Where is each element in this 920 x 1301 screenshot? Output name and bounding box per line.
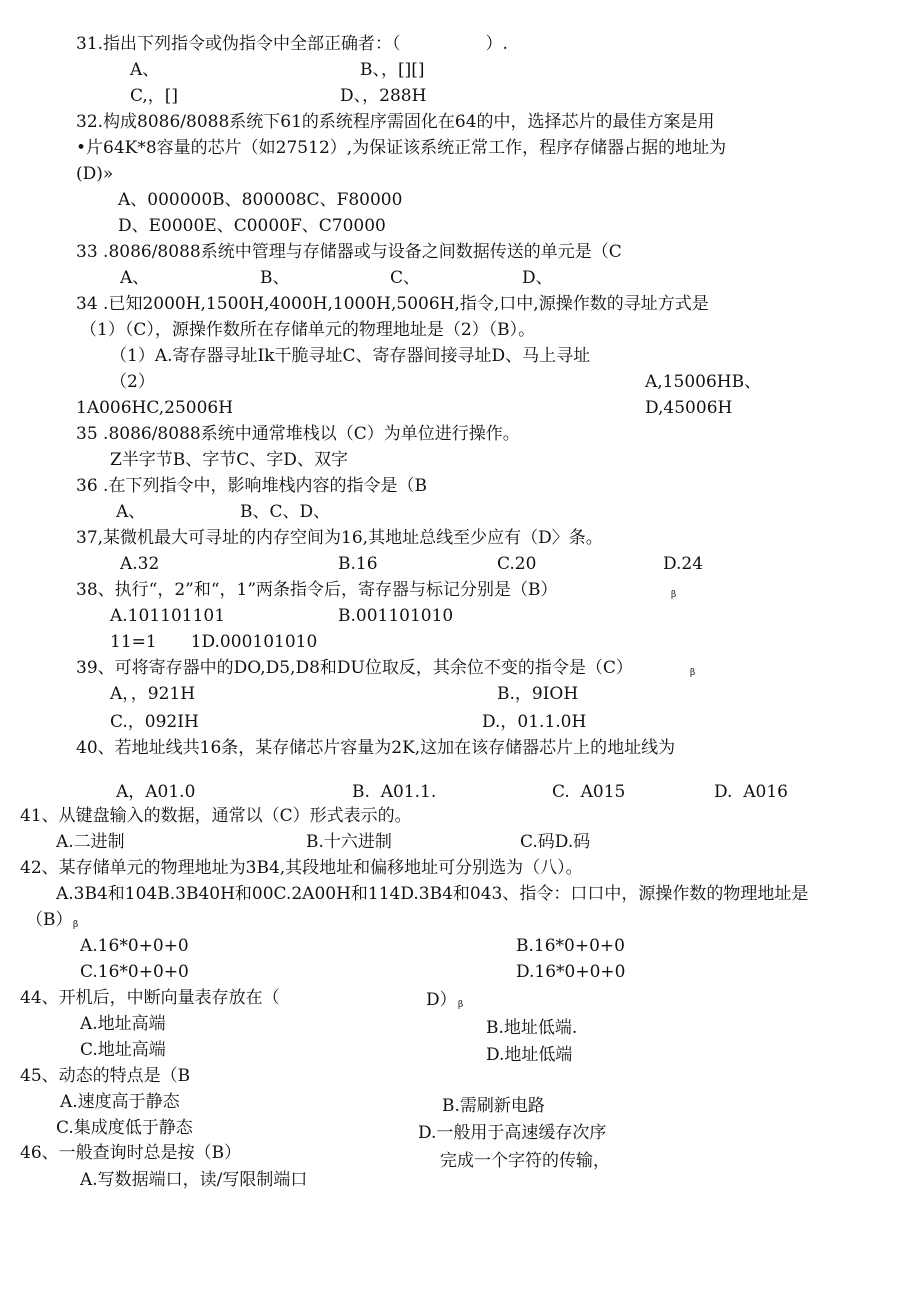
text-line: D,45006H (645, 398, 733, 418)
text-line: D.16*0+0+0 (516, 962, 626, 982)
text-line: B.，9IOH (497, 684, 579, 704)
text-line: 46、一般查询时总是按（B） (20, 1143, 242, 1163)
text-line: C,，[] (130, 86, 179, 106)
text-line: A.写数据端口，读/写限制端口 (80, 1170, 308, 1190)
text-line: A.速度高于静态 (60, 1092, 180, 1112)
text-line: C.地址高端 (80, 1040, 166, 1060)
text-line: D.，01.1.0H (482, 712, 587, 732)
text-line: •片64K*8容量的芯片（如27512）,为保证该系统正常工作，程序存储器占据的地址为 (76, 138, 727, 158)
text-line: A.16*0+0+0 (80, 936, 189, 956)
text-line: Z半字节B、字节C、字D、双字 (110, 450, 348, 470)
text-line: C.，092IH (110, 712, 199, 732)
text-line: D.24 (663, 554, 704, 574)
text-line: 32.构成8086/8088系统下61的系统程序需固化在64的中，选择芯片的最佳方案是用 (76, 112, 715, 132)
text-line: B、，[][] (360, 60, 425, 80)
text-line: A,15006HB、 (645, 372, 762, 392)
text-line: B.001101010 (338, 606, 454, 626)
subscript-mark: β (458, 1000, 464, 1010)
text-line: 完成一个字符的传输， (440, 1151, 610, 1171)
text-line: D、，288H (340, 86, 427, 106)
text-line: D.地址低端 (486, 1045, 573, 1065)
text-line: B.十六进制 (306, 832, 392, 852)
text-line: B.地址低端. (486, 1018, 578, 1038)
subscript-mark: β (671, 590, 677, 600)
text-line: C.码D.码 (520, 832, 591, 852)
text-line: 34 .已知2000H,1500H,4000H,1000H,5006H,指令,口中,源操作数的寻址方式是 (76, 294, 709, 314)
text-line: D.一般用于高速缓存次序 (418, 1123, 607, 1143)
text-line: A、 (130, 60, 160, 80)
subscript-mark: β (690, 668, 696, 678)
text-line: (D)» (76, 164, 114, 184)
text-line: A.101101101 (110, 606, 226, 626)
text-line: C. A015 (552, 782, 626, 802)
text-line: C.16*0+0+0 (80, 962, 189, 982)
text-line: B.需刷新电路 (442, 1096, 545, 1116)
text-line: A、 (120, 268, 150, 288)
text-line: D） (426, 990, 457, 1010)
text-line: C、 (390, 268, 421, 288)
text-line: 38、执行“，2”和“，1”两条指令后，寄存器与标记分别是（B） (76, 580, 558, 600)
text-line: A.二进制 (56, 832, 125, 852)
text-line: 35 .8086/8088系统中通常堆栈以（C）为单位进行操作。 (76, 424, 520, 444)
text-line: B.16 (338, 554, 378, 574)
text-line: A.3B4和104B.3B40H和00C.2A00H和114D.3B4和043、指令：口口中，源操作数的物理地址是 (56, 884, 809, 904)
text-line: 40、若地址线共16条，某存储芯片容量为2K,这加在该存储器芯片上的地址线为 (76, 738, 676, 758)
text-line: 11=1 1D.000101010 (110, 632, 318, 652)
text-line: 33 .8086/8088系统中管理与存储器或与设备之间数据传送的单元是（C (76, 242, 622, 262)
text-line: 31.指出下列指令或伪指令中全部正确者：（ ）. (76, 34, 508, 54)
text-line: 39、可将寄存器中的DO,D5,D8和DU位取反，其余位不变的指令是（C） (76, 658, 633, 678)
text-line: 36 .在下列指令中，影响堆栈内容的指令是（B (76, 476, 427, 496)
text-line: 45、动态的特点是（B (20, 1066, 191, 1086)
text-line: B、 (260, 268, 290, 288)
text-line: C.集成度低于静态 (56, 1118, 193, 1138)
text-line: 1A006HC,25006H (76, 398, 234, 418)
text-line: D、 (522, 268, 553, 288)
text-line: C.20 (497, 554, 537, 574)
text-line: 37,某微机最大可寻址的内存空间为16,其地址总线至少应有（D〉条。 (76, 528, 603, 548)
text-line: （2） (110, 372, 155, 392)
text-line: （B） (26, 910, 73, 930)
subscript-mark: β (73, 920, 79, 930)
text-line: 41、从键盘输入的数据，通常以（C）形式表示的。 (20, 806, 412, 826)
text-line: A、000000B、800008C、F80000 (118, 190, 403, 210)
text-line: （1）（C），源操作数所在存储单元的物理地址是（2）（B）。 (80, 320, 536, 340)
text-line: A、 (116, 502, 146, 522)
text-line: B.16*0+0+0 (516, 936, 625, 956)
text-line: A，A01.0 (116, 782, 196, 802)
text-line: B、C、D、 (240, 502, 331, 522)
text-line: A.32 (120, 554, 160, 574)
text-line: D、E0000E、C0000F、C70000 (118, 216, 386, 236)
text-line: （1）A.寄存器寻址Ik干脆寻址C、寄存器间接寻址D、马上寻址 (110, 346, 591, 366)
text-line: 42、某存储单元的物理地址为3B4,其段地址和偏移地址可分别选为（八）。 (20, 858, 583, 878)
text-line: D. A016 (714, 782, 788, 802)
text-line: A.地址高端 (80, 1014, 166, 1034)
text-line: A，，921H (110, 684, 196, 704)
text-line: B. A01.1. (352, 782, 437, 802)
text-line: 44、开机后，中断向量表存放在（ (20, 988, 280, 1008)
